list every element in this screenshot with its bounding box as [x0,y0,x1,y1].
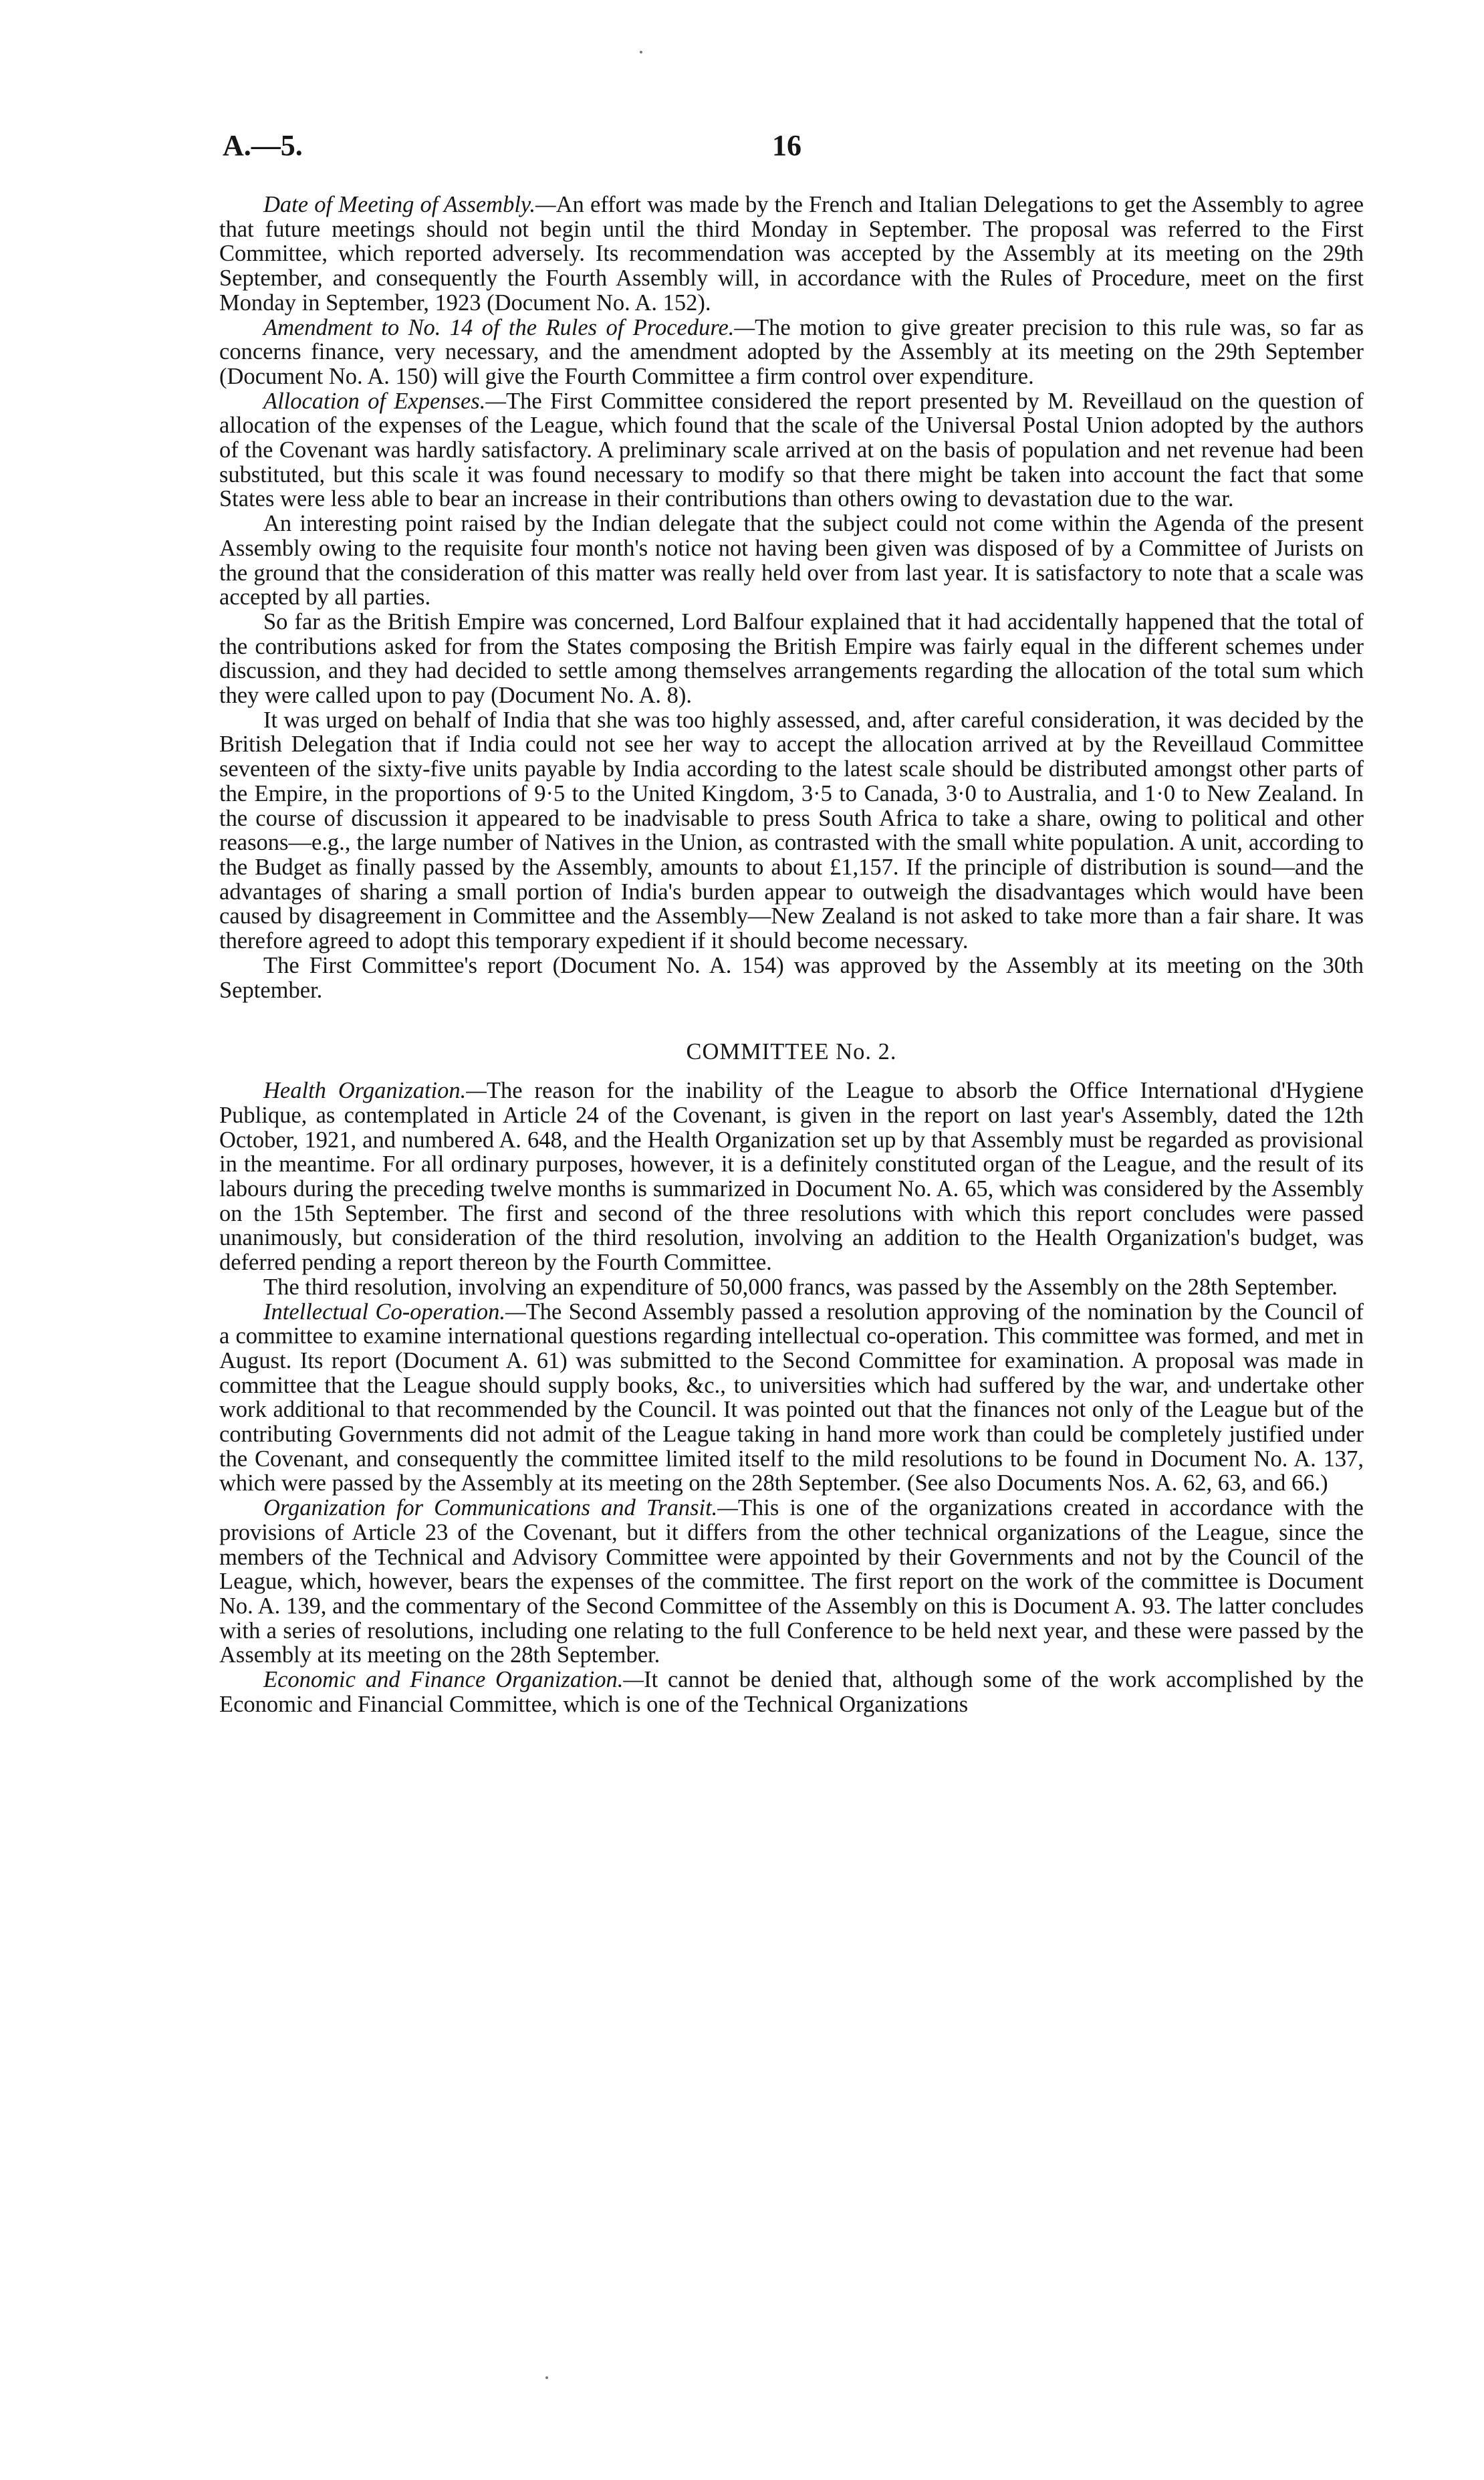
paragraph-text: An effort was made by the French and Italian Delegations to get the Assembly to agree that future meetings should not begin until the third Monday in September. The proposal was referred to the First Committee, which reported adversely. Its recommendation was accepted by the Assembly at its meeting on the 29th September, and consequently the Fourth Assembly will, in accordance with the Rules of Procedure, meet on the first Monday in September, 1923 (Document No. A. 152). [219,192,1364,316]
body-text [219,193,1364,1716]
paragraph [219,1275,1364,1300]
scan-speck [545,2376,548,2379]
paragraph-text: This is one of the organizations created in accordance with the provisions of Article 23 of the Covenant, but it differs from the other technical organizations of the League, since the members of the Technical and Advisory Committee were appointed by their Governments and not by the Council of the League, which, however, bears the expenses of the committee. The first report on the work of the committee is Document No. A. 139, and the commentary of the Second Committee of the Assembly on this is Document A. 93. The latter concludes with a series of resolutions, including one relating to the full Conference to be held next year, and these were passed by the Assembly at its meeting on the 28th September. [219,1495,1364,1668]
paragraph-text: So far as the British Empire was concerned, Lord Balfour explained that it had accidentally happened that the total of the contributions asked for from the States composing the British Empire was fairly equal in the different schemes under discussion, and they had decided to settle among themselves arrangements regarding the allocation of the total sum which they were called upon to pay (Document No. A. 8). [219,608,1364,709]
paragraph [219,953,1364,1002]
paragraph-heading: Amendment to No. 14 of the Rules of Procedure.— [263,314,755,340]
paragraph [219,1668,1364,1716]
paragraph [219,316,1364,389]
section-title: COMMITTEE No. 2. [686,1039,897,1065]
paragraph-text: The First Committee's report (Document No. A. 154) was approved by the Assembly at its meeting on the 30th September. [219,952,1364,1003]
paragraph-text: An interesting point raised by the Indian delegate that the subject could not come within the Agenda of the present Assembly owing to the requisite four month's notice not having been given was disposed of by a Committee of Jurists on the ground that the consideration of this matter was really held over from last year. It is satisfactory to note that a scale was accepted by all parties. [219,511,1364,610]
page-header [223,126,1359,166]
scan-speck [640,51,642,53]
paragraph [219,1496,1364,1668]
paragraph-text: The motion to give greater precision to this rule was, so far as concerns finance, very necessary, and the amendment adopted by the Assembly at its meeting on the 29th September (Document No. A. 150) will give the Fourth Committee a firm control over expenditure. [219,314,1364,389]
paragraph-heading: Allocation of Expenses.— [263,388,507,414]
paragraph [219,610,1364,708]
paragraph-text: The Second Assembly passed a resolution approving of the nomination by the Council of a committee to examine international questions regarding intellectual co-operation. This committee was formed, and met in August. Its report (Document A. 61) was submitted to the Second Committee for examination. A proposal was made in committee that the League should supply books, &c., to universities which had suffered by the war, and undertake other work additional to that recommended by the Council. It was pointed out that the finances not only of the League but of the contributing Governments did not admit of the League taking in hand more work than could be completely justified under the Covenant, and consequently the committee limited itself to the mild resolutions to be found in Document No. A. 137, which were passed by the Assembly at its meeting on the 28th September. (See also Documents Nos. A. 62, 63, and 66.) [219,1299,1364,1496]
paragraph [219,389,1364,512]
paragraph-heading: Organization for Communications and Transit.— [263,1495,738,1521]
paragraph-text: It was urged on behalf of India that she was too highly assessed, and, after careful consideration, it was decided by the British Delegation that if India could not see her way to accept the allocation arrived at by the Reveillaud Committee seventeen of the sixty-five units payable by India according to the latest scale should be distributed amongst other parts of the Empire, in the proportions of 9·5 to the United Kingdom, 3·5 to Canada, 3·0 to Australia, and 1·0 to New Zealand. In the course of discussion it appeared to be inadvisable to press South Africa to take a share, owing to political and other reasons—e.g., the large number of Natives in the Union, as contrasted with the small white population. A unit, according to the Budget as finally passed by the Assembly, amounts to about £1,157. If the principle of distribution is sound—and the advantages of sharing a small portion of India's burden appear to outweigh the disadvantages which would have been caused by disagreement in Committee and the Assembly—New Zealand is not asked to take more than a fair share. It was therefore agreed to adopt this temporary expedient if it should become necessary. [219,707,1364,954]
paragraph [219,708,1364,953]
paragraph-text: The third resolution, involving an expenditure of 50,000 francs, was passed by the Assembly on the 28th September. [263,1274,1338,1300]
paragraph-heading: Economic and Finance Organization.— [263,1667,644,1693]
document-reference: A.—5. [223,129,303,162]
paragraph [219,1300,1364,1496]
paragraph-heading: Intellectual Co-operation.— [263,1299,526,1325]
paragraph-text: The reason for the inability of the League to absorb the Office International d'Hygiene Publique, as contemplated in Article 24 of the Covenant, is given in the report on last year's Assembly, dated the 12th October, 1921, and numbered A. 648, and the Health Organization set up by that Assembly must be regarded as provisional in the meantime. For all ordinary purposes, however, it is a definitely constituted organ of the League, and the result of its labours during the preceding twelve months is summarized in Document No. A. 65, which was considered by the Assembly on the 15th September. The first and second of the three resolutions with which this report concludes were passed unanimously, but consideration of the third resolution, involving an addition to the Health Organization's budget, was deferred pending a report thereon by the Fourth Committee. [219,1078,1364,1276]
paragraph-text: It cannot be denied that, although some of the work accomplished by the Economic and Financial Committee, which is one of the Technical Organizations [219,1667,1364,1717]
paragraph-text: The First Committee considered the report presented by M. Reveillaud on the question of allocation of the expenses of the League, which found that the scale of the Universal Postal Union adopted by the authors of the Covenant was hardly satisfactory. A preliminary scale arrived at on the basis of population and net revenue had been substituted, but this scale it was found necessary to modify so that there might be taken into account the fact that some States were less able to bear an increase in their contributions than others owing to devastation due to the war. [219,388,1364,512]
paragraph-heading: Date of Meeting of Assembly.— [263,192,556,217]
paragraph-heading: Health Organization.— [263,1078,487,1104]
paragraph [219,1079,1364,1275]
paragraph [219,512,1364,610]
page-number: 16 [772,129,801,162]
paragraph [219,193,1364,316]
